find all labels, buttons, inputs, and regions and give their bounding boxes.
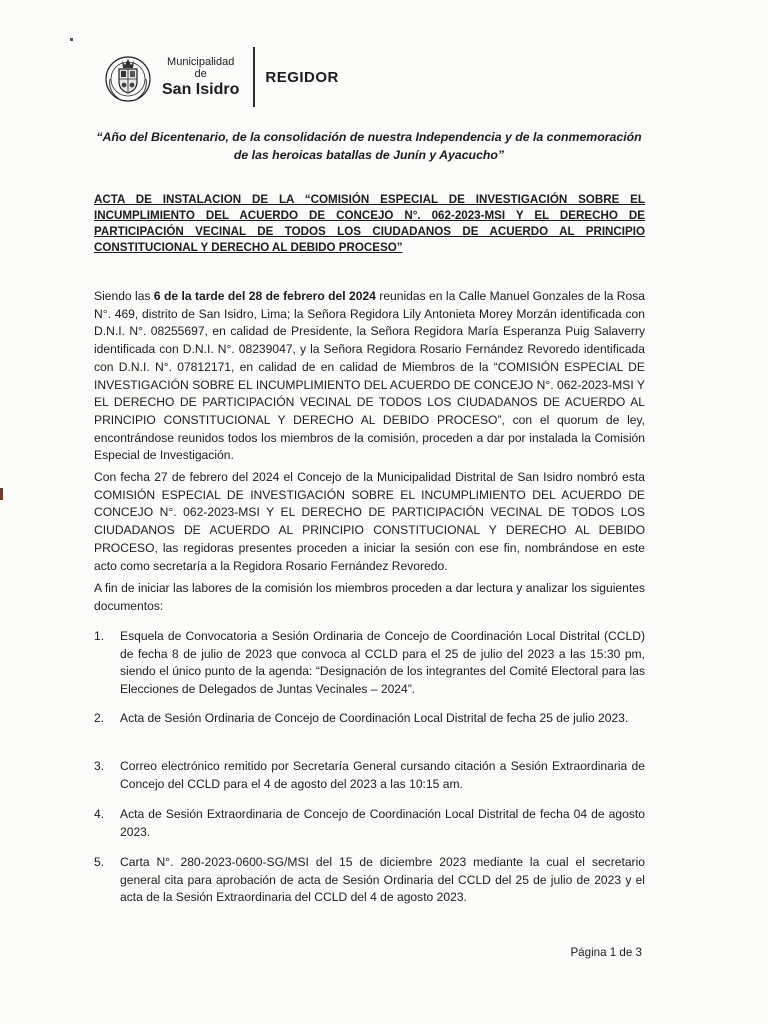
list-item-text: Correo electrónico remitido por Secretaría General cursando citación a Sesión Extraordinaria de Concejo del CCLD para el 4 de agosto del 2023 a las 10:15 am. xyxy=(120,759,645,791)
paragraph-installation xyxy=(94,288,645,465)
page-number: Página 1 de 3 xyxy=(570,946,642,959)
list-item xyxy=(94,854,645,907)
municipality-name xyxy=(162,57,239,98)
list-item-number: 5. xyxy=(94,855,105,869)
list-item xyxy=(94,758,645,793)
list-item-number: 3. xyxy=(94,759,105,773)
municipality-line-1: Municipalidad xyxy=(167,55,235,68)
list-item-number: 4. xyxy=(94,807,105,821)
paragraph-1-lead: Siendo las xyxy=(94,289,154,303)
list-item-number: 1. xyxy=(94,629,105,643)
list-item-text: Carta N°. 280-2023-0600-SG/MSI del 15 de diciembre 2023 mediante la cual el secretario general cita para aprobación de acta de Sesión Ordinaria del CCLD del 25 de julio de 2023 y el acta de la Sesión Extraordinaria del CCLD del 4 de agosto 2023. xyxy=(120,855,645,905)
paragraph-documents-intro: A fin de iniciar las labores de la comisión los miembros proceden a dar lectura y analizar los siguientes documentos: xyxy=(94,581,645,613)
list-item xyxy=(94,628,645,699)
letterhead xyxy=(100,46,339,108)
list-item xyxy=(94,806,645,841)
municipal-seal-icon xyxy=(100,49,156,105)
list-item-number: 2. xyxy=(94,711,105,725)
scan-mark xyxy=(0,488,3,500)
paragraph-appointment: Con fecha 27 de febrero del 2024 el Concejo de la Municipalidad Distrital de San Isidro nombró esta COMISIÓN ESPECIAL DE INVESTIGACIÓN SOBRE EL INCUMPLIMIENTO DEL ACUERDO DE CONCEJO N°. 062-2023-MSI Y EL DERECHO DE PARTICIPACIÓN VECINAL DE TODOS LOS CIUDADANOS DE ACUERDO AL PRINCIPIO CONSTITUCIONAL Y DERECHO AL DEBIDO PROCESO, las regidoras presentes proceden a iniciar la sesión con ese fin, nombrándose en este acto como secretaría a la Regidora Rosario Fernández Revoredo. xyxy=(94,470,645,573)
paragraph-1-rest: reunidas en la Calle Manuel Gonzales de la Rosa N°. 469, distrito de San Isidro, Lima; la Señora Regidora Lily Antonieta Morey Morzán identificada con D.N.I. N°. 08255697, en calidad de Presidente, la Señora Regidora María Esperanza Puig Salaverry identificada con D.N.I. N°. 08239047, y la Señora Regidora Rosario Fernández Revoredo identificada con D.N.I. N°. 07812171, en calidad de en calidad de Miembros de la “COMISIÓN ESPECIAL DE INVESTIGACIÓN SOBRE EL INCUMPLIMIENTO DEL ACUERDO DE CONCEJO N°. 062-2023-MSI Y EL DERECHO DE PARTICIPACIÓN VECINAL DE TODOS LOS CIUDADANOS DE ACUERDO AL PRINCIPIO CONSTITUCIONAL Y DERECHO AL DEBIDO PROCESO”, con el quorum de ley, encontrándose reunidos todos los miembros de la comisión, proceden a dar por instalada la Comisión Especial de Investigación. xyxy=(94,289,645,463)
year-motto xyxy=(86,128,652,164)
motto-line-2: de las heroicas batallas de Junín y Ayacucho” xyxy=(233,148,505,162)
document-title: ACTA DE INSTALACION DE LA “COMISIÓN ESPECIAL DE INVESTIGACIÓN SOBRE EL INCUMPLIMIENTO DEL ACUERDO DE CONCEJO N°. 062-2023-MSI Y EL DERECHO DE PARTICIPACIÓN VECINAL DE TODOS LOS CIUDADANOS DE ACUERDO AL PRINCIPIO CONSTITUCIONAL Y DERECHO AL DEBIDO PROCESO” xyxy=(94,193,645,254)
list-item xyxy=(94,710,645,728)
scan-dot xyxy=(70,38,73,41)
paragraph-1-time: 6 de la tarde del 28 de febrero del 2024 xyxy=(153,289,376,303)
list-item-text: Esquela de Convocatoria a Sesión Ordinaria de Concejo de Coordinación Local Distrital (CCLD) de fecha 8 de julio de 2023 que convoca al CCLD para el 25 de julio del 2023 a las 15:30 pm, siendo el único punto de la agenda: “Designación de los integrantes del Comité Electoral para las Elecciones de Delegados de Juntas Vecinales – 2024”. xyxy=(120,629,645,697)
header-divider xyxy=(253,47,255,107)
municipality-line-2: de xyxy=(194,67,207,80)
list-item-text: Acta de Sesión Extraordinaria de Concejo de Coordinación Local Distrital de fecha 04 de agosto 2023. xyxy=(120,807,645,839)
municipality-line-3: San Isidro xyxy=(162,80,240,98)
list-item-text: Acta de Sesión Ordinaria de Concejo de Coordinación Local Distrital de fecha 25 de julio 2023. xyxy=(120,711,629,725)
office-title: REGIDOR xyxy=(265,68,339,86)
motto-line-1: “Año del Bicentenario, de la consolidación de nuestra Independencia y de la conmemoración xyxy=(96,130,642,144)
